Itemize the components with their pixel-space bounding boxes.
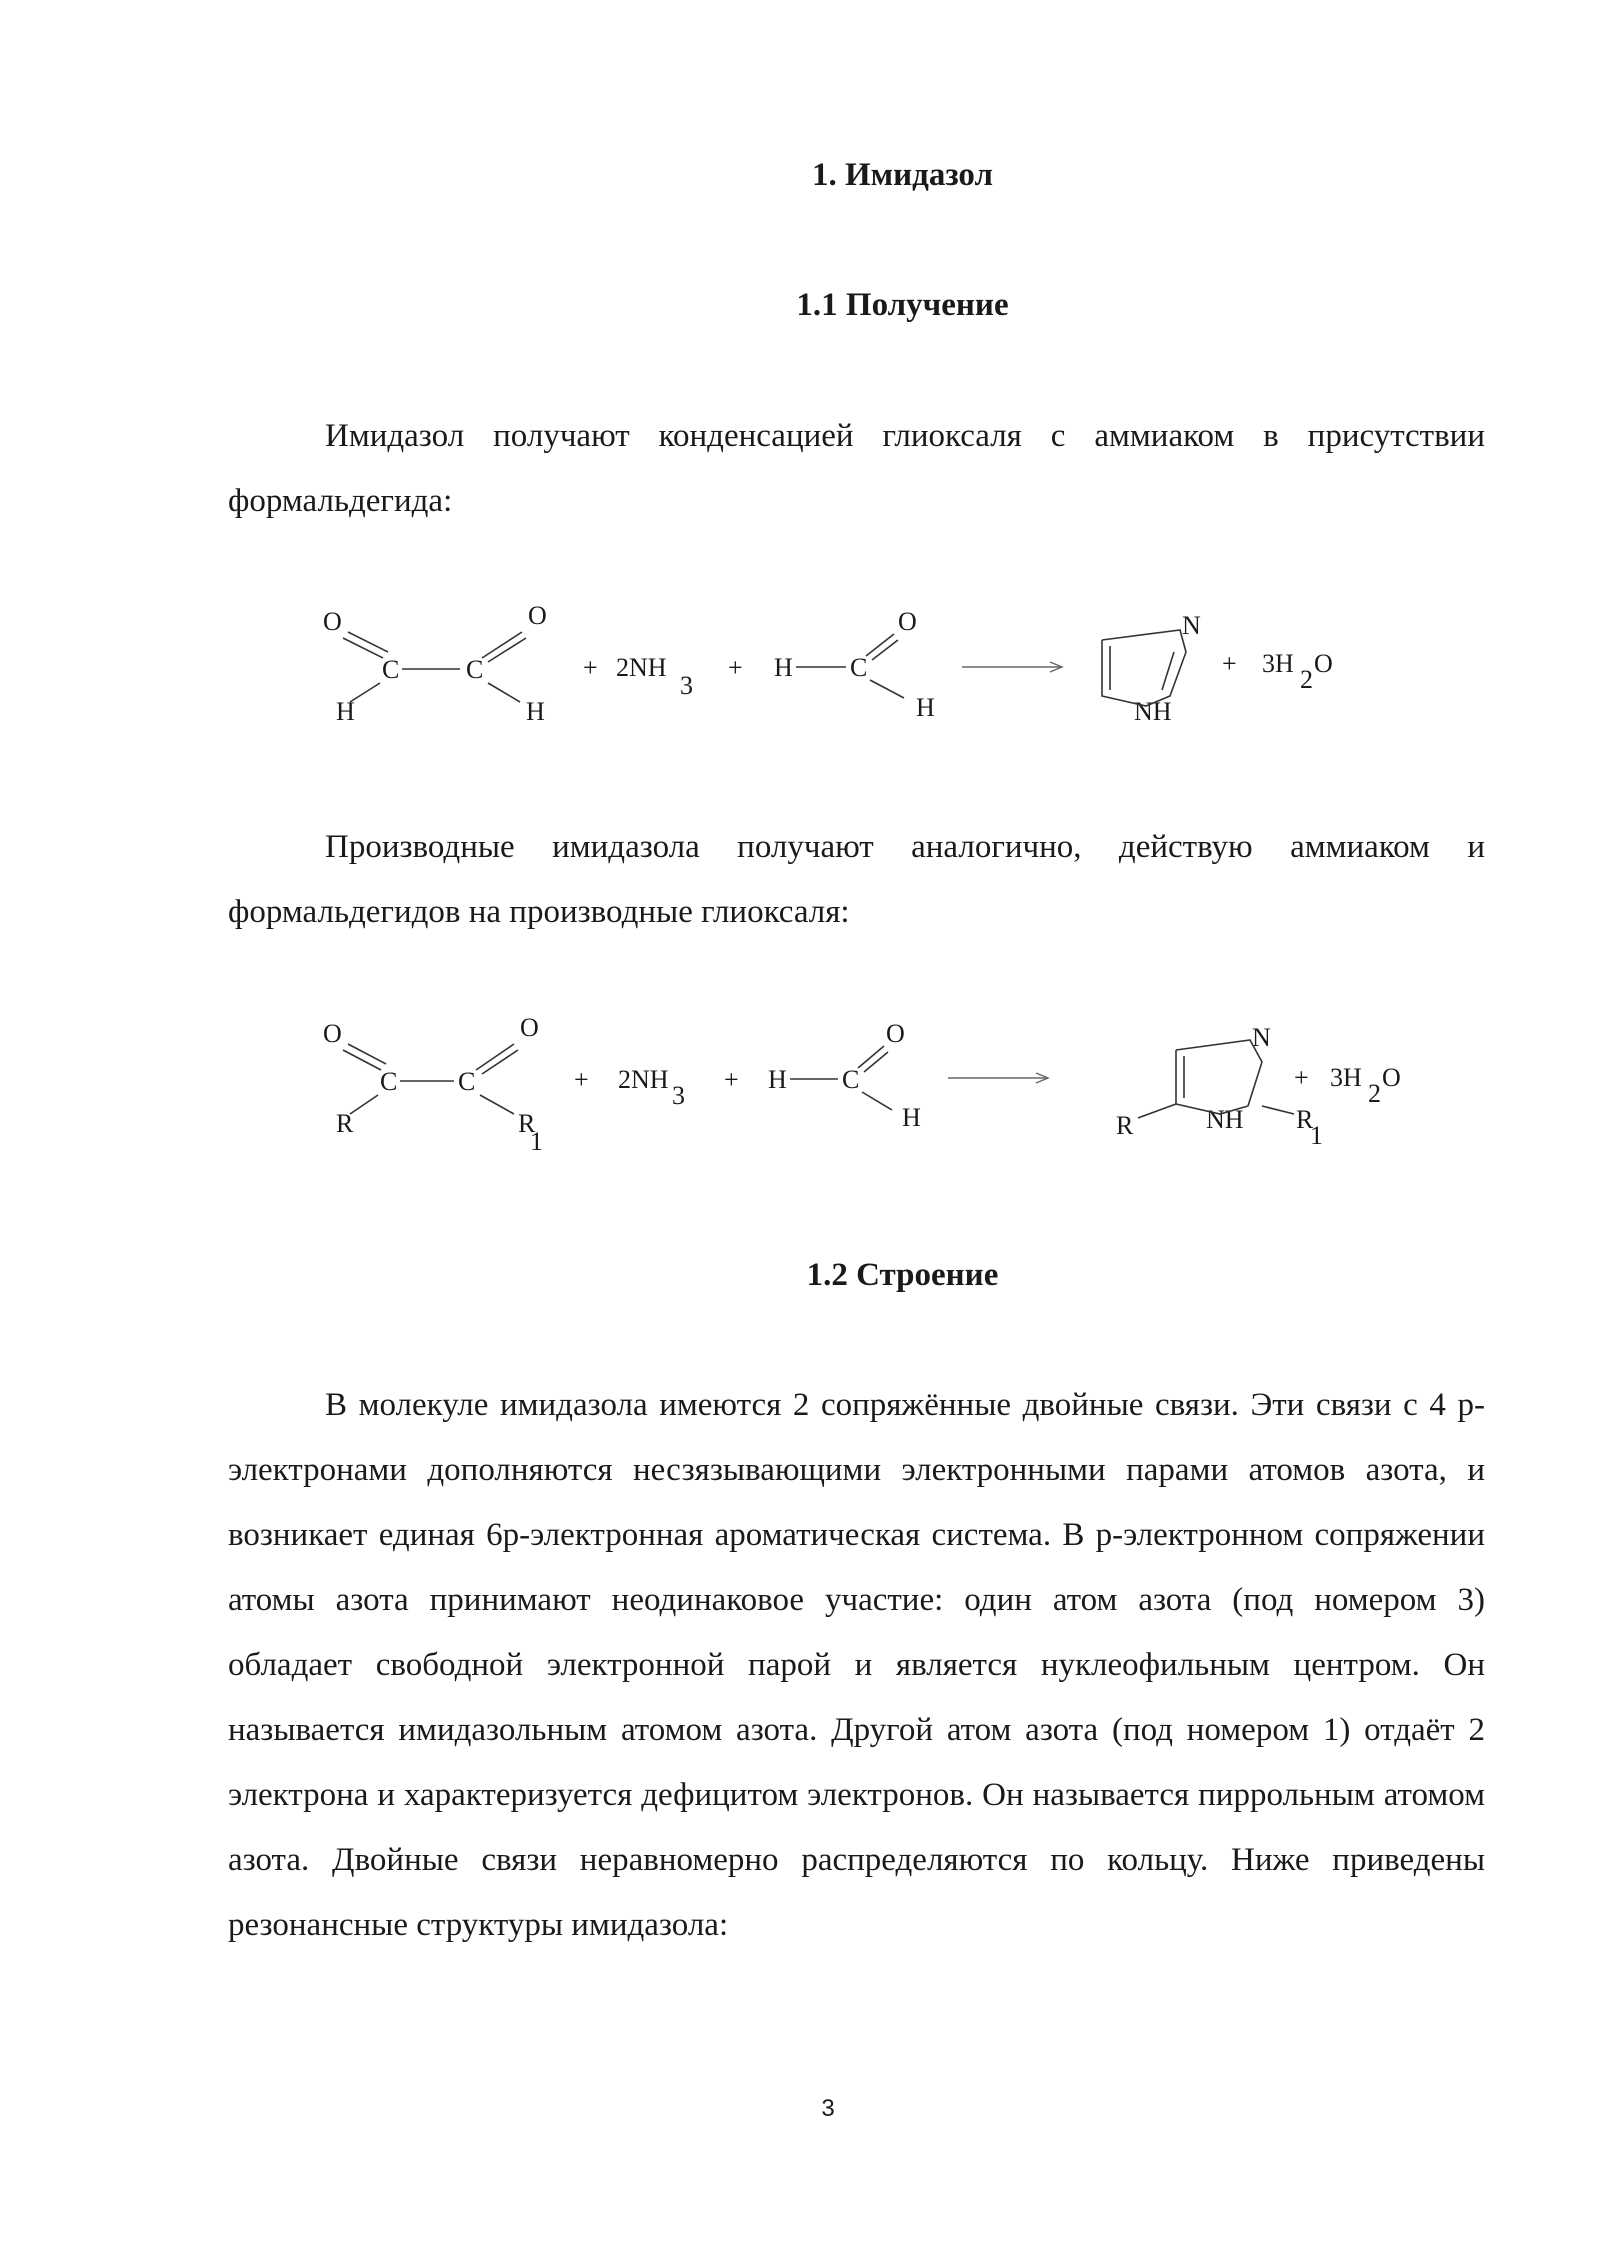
ammonia: 2NH — [618, 1065, 669, 1094]
formaldehyde-h: H — [774, 653, 793, 682]
glyoxal-c-left: C — [382, 655, 400, 684]
bond — [1262, 1106, 1294, 1114]
ring-nh: NH — [1206, 1105, 1244, 1134]
glyoxal-r-right: R — [518, 1109, 536, 1138]
formaldehyde-h2: H — [902, 1103, 921, 1132]
ring-nh: NH — [1134, 697, 1172, 726]
ring-substituent-r1-subscript: 1 — [1310, 1121, 1323, 1150]
reaction-scheme-imidazole — [0, 590, 1600, 740]
glyoxal-o-left: O — [323, 607, 342, 636]
bond — [343, 1050, 381, 1070]
glyoxal-o-left: O — [323, 1019, 342, 1048]
bond — [348, 1044, 386, 1064]
water: 3H — [1262, 649, 1294, 678]
page-number: 3 — [821, 2095, 835, 2122]
formaldehyde-c: C — [842, 1065, 860, 1094]
bond — [870, 680, 904, 698]
formaldehyde-o: O — [886, 1019, 905, 1048]
paragraph-preparation: Имидазол получают конденсацией глиоксаля с аммиаком в присутствии формальдегида: — [228, 418, 1485, 519]
paragraph-structure: В молекуле имидазола имеются 2 сопряжённые двойные связи. Эти связи с 4 p-электронами дополняются несзязывающими электронными парами атомов азота, и возникает единая 6p-электронная ароматическая система. В p-электронном сопряжении атомы азота принимают неодинаковое участие: один атом азота (под номером 3) обладает свободной электронной парой и является нуклеофильным центром. Он называется имидазольным атомом азота. Другой атом азота (под номером 1) отдаёт 2 электрона и характеризуется дефицитом электронов. Он называется пиррольным атомом азота. Двойные связи неравномерно распределяются по кольцу. Ниже приведены резонансные структуры имидазола: — [228, 1387, 1485, 1943]
paragraph-derivatives: Производные имидазола получают аналогично, действую аммиаком и формальдегидов на производные глиоксаля: — [228, 829, 1485, 930]
ring-substituent-r1: R — [1296, 1105, 1314, 1134]
glyoxal-c-left: C — [380, 1067, 398, 1096]
bond — [866, 634, 894, 656]
water: 3H — [1330, 1063, 1362, 1092]
imidazole-ring — [1102, 630, 1186, 706]
plus-sign: + — [1294, 1063, 1309, 1092]
ring-n: N — [1182, 611, 1201, 640]
water-subscript: 2 — [1368, 1079, 1381, 1108]
glyoxal-c-right: C — [466, 655, 484, 684]
ring-double-bond — [1162, 652, 1174, 690]
water-o: O — [1382, 1063, 1401, 1092]
ammonia-subscript: 3 — [672, 1081, 685, 1110]
plus-sign: + — [583, 653, 598, 682]
bond — [858, 1046, 884, 1068]
imidazole-ring — [1176, 1040, 1262, 1114]
plus-sign: + — [724, 1065, 739, 1094]
plus-sign: + — [1222, 649, 1237, 678]
formaldehyde-h: H — [768, 1065, 787, 1094]
bond — [1138, 1104, 1176, 1118]
subsection-title-structure: 1.2 Строение — [806, 1257, 999, 1293]
bond — [480, 1095, 514, 1114]
formaldehyde-c: C — [850, 653, 868, 682]
glyoxal-o-right: O — [520, 1013, 539, 1042]
water-o: O — [1314, 649, 1333, 678]
ring-substituent-r: R — [1116, 1111, 1134, 1140]
bond — [348, 632, 388, 652]
bond — [343, 638, 383, 658]
ammonia-subscript: 3 — [680, 671, 693, 700]
glyoxal-r-left: R — [336, 1109, 354, 1138]
glyoxal-o-right: O — [528, 601, 547, 630]
formaldehyde-h2: H — [916, 693, 935, 722]
plus-sign: + — [728, 653, 743, 682]
glyoxal-h-right: H — [526, 697, 545, 726]
plus-sign: + — [574, 1065, 589, 1094]
glyoxal-c-right: C — [458, 1067, 476, 1096]
bond — [350, 683, 380, 702]
bond — [872, 640, 898, 660]
bond — [350, 1095, 378, 1114]
water-subscript: 2 — [1300, 665, 1313, 694]
bond — [864, 1052, 888, 1072]
glyoxal-h-left: H — [336, 697, 355, 726]
reaction-scheme-derivatives — [0, 1000, 1600, 1170]
ring-n: N — [1252, 1023, 1271, 1052]
ammonia: 2NH — [616, 653, 667, 682]
bond — [488, 683, 520, 702]
bond — [862, 1092, 892, 1110]
section-title: 1. Имидазол — [811, 157, 993, 193]
glyoxal-r-right-subscript: 1 — [530, 1127, 543, 1156]
formaldehyde-o: O — [898, 607, 917, 636]
subsection-title-preparation: 1.1 Получение — [796, 287, 1009, 323]
